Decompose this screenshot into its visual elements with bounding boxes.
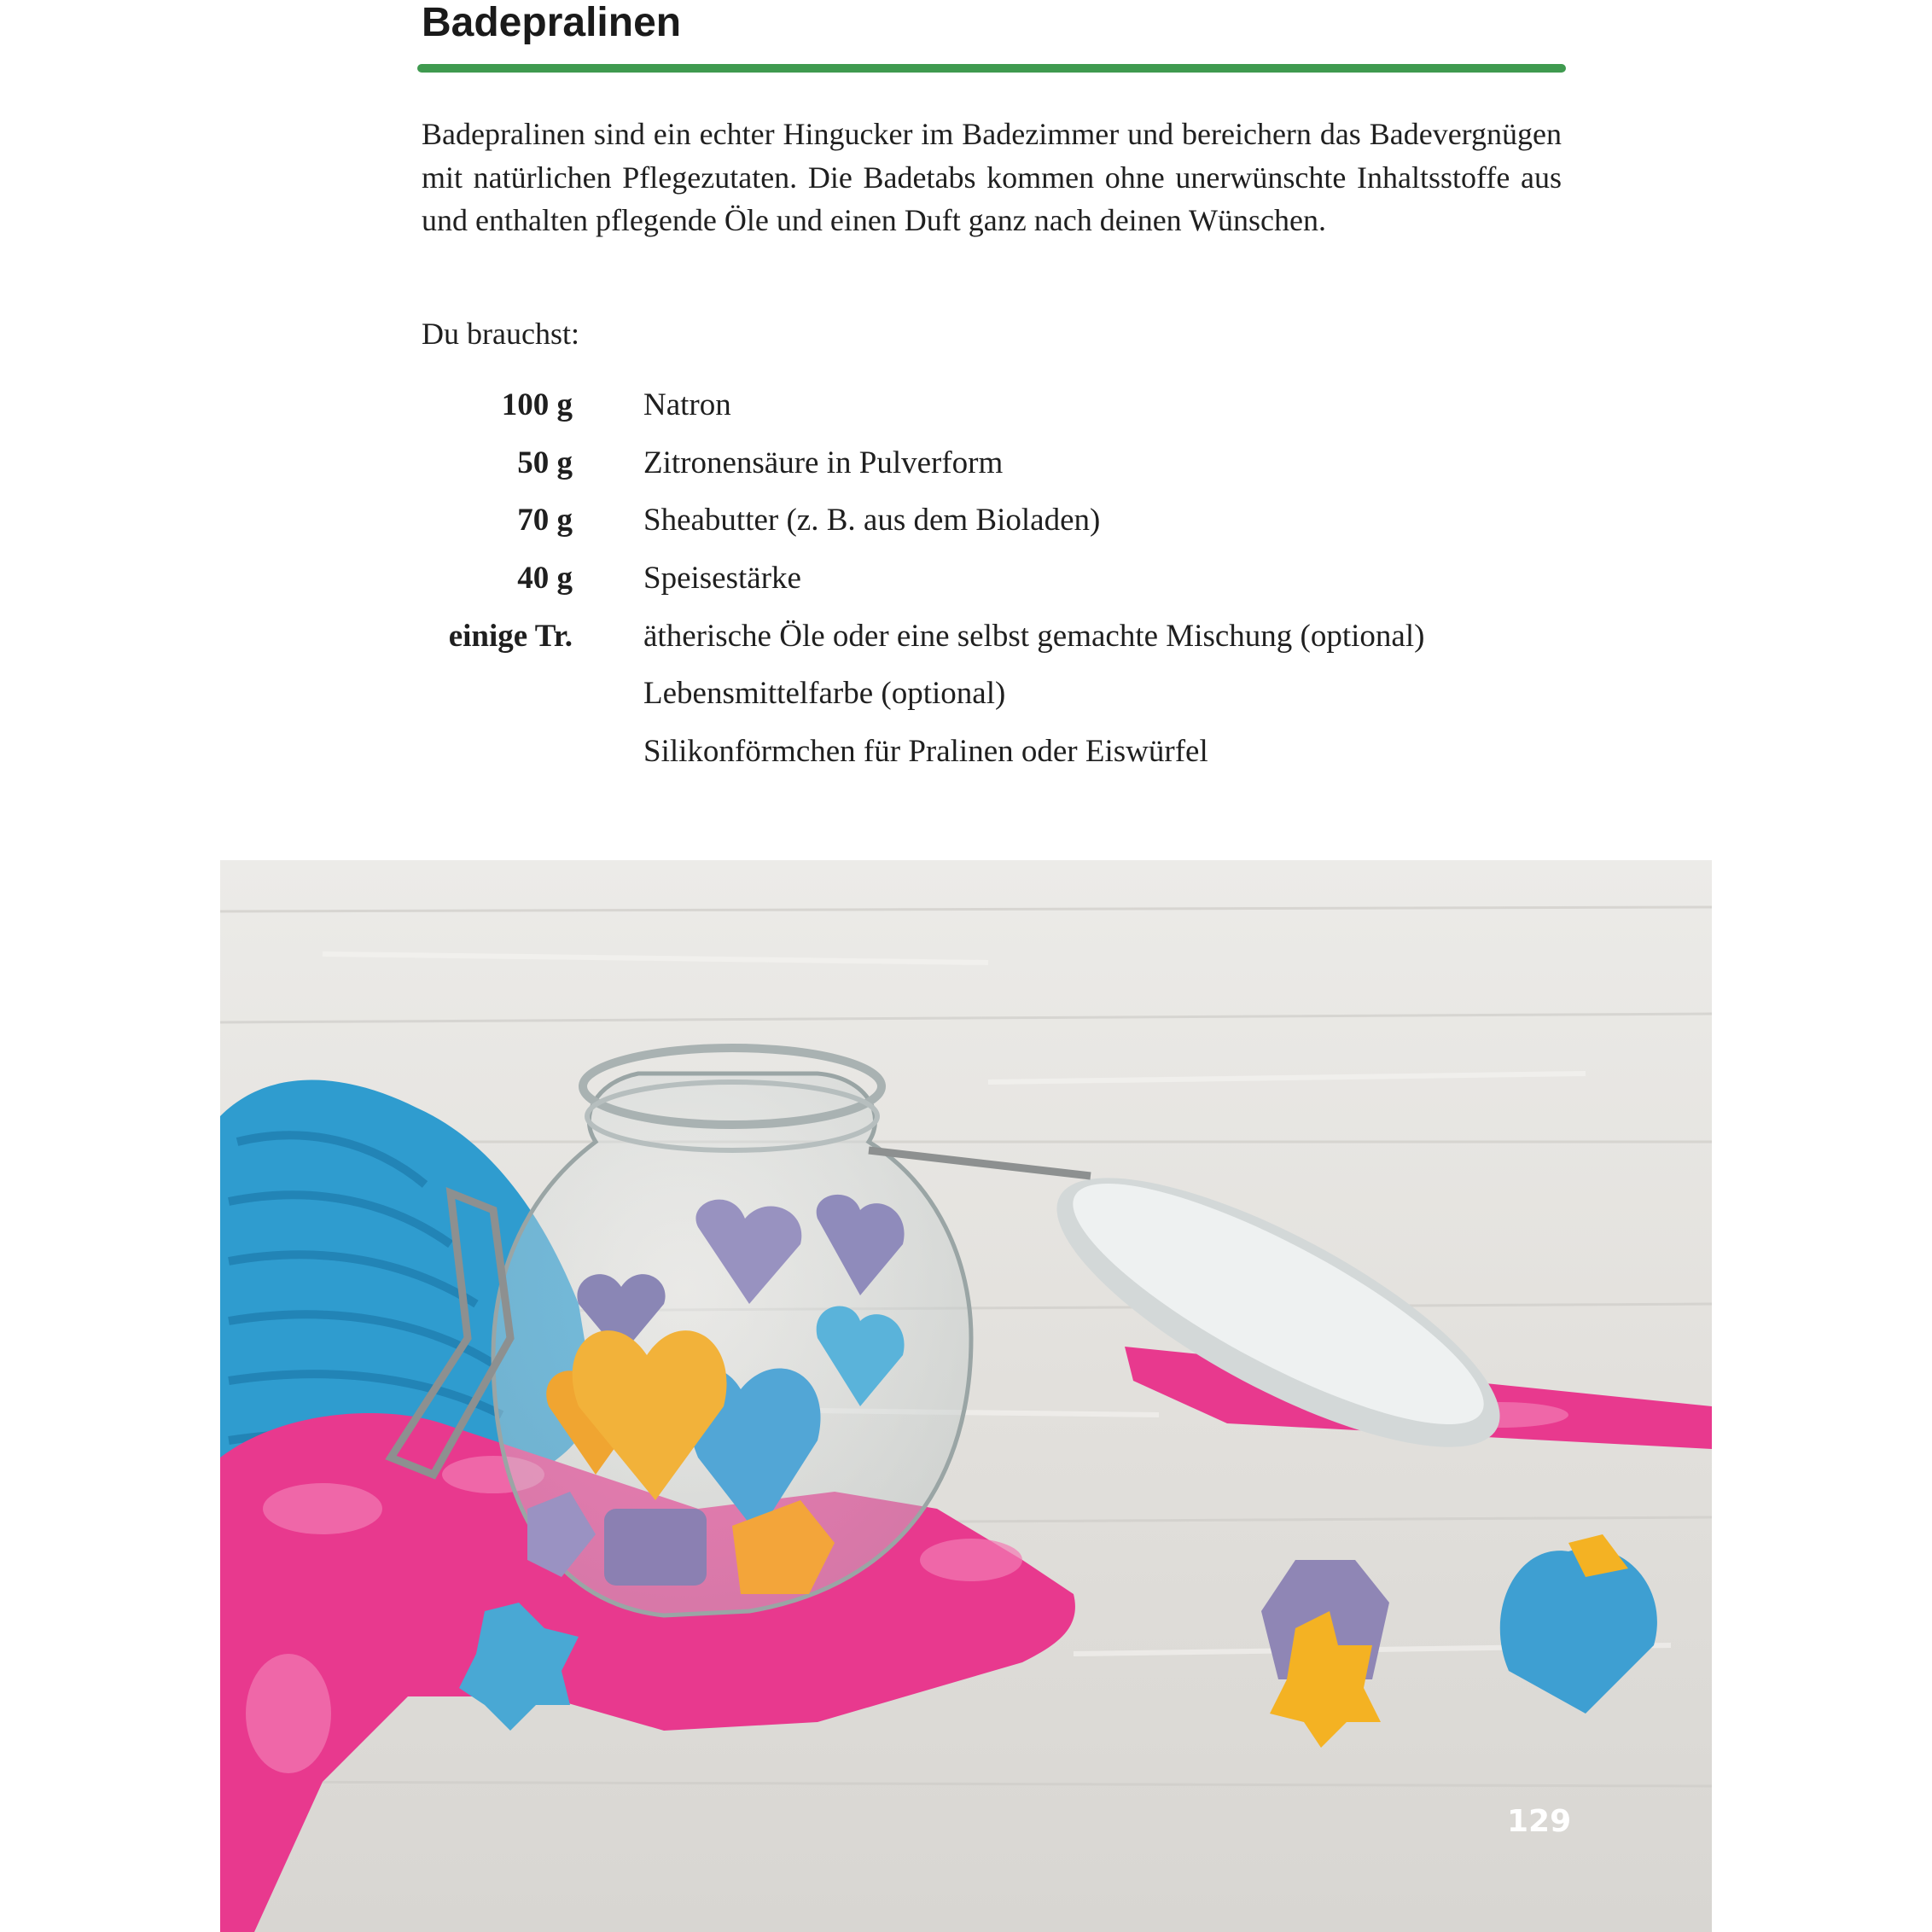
ingredient-name: ätherische Öle oder eine selbst gemachte Mischung (optional): [643, 618, 1425, 654]
ingredient-name: Natron: [643, 387, 731, 422]
ingredient-name: Sheabutter (z. B. aus dem Bioladen): [643, 503, 1101, 538]
page-title: Badepralinen: [422, 0, 682, 45]
ingredient-name: Speisestärke: [643, 561, 801, 596]
ingredient-name: Zitronensäure in Pulverform: [643, 445, 1004, 480]
ingredient-quantity: 50 g: [517, 445, 573, 480]
ingredient-name: Lebensmittelfarbe (optional): [643, 676, 1006, 712]
ingredient-row: [422, 441, 1616, 499]
ingredient-row: [422, 730, 1616, 788]
ingredient-row: [422, 614, 1616, 672]
ingredient-quantity: 40 g: [517, 561, 573, 596]
title-rule: [417, 64, 1566, 73]
ingredient-quantity: 70 g: [517, 503, 573, 538]
ingredient-quantity: einige Tr.: [448, 618, 573, 654]
ingredients-heading: Du brauchst:: [422, 317, 579, 351]
ingredient-row: [422, 383, 1616, 441]
ingredient-row: [422, 556, 1616, 614]
ingredient-name: Silikonförmchen für Pralinen oder Eiswürfel: [643, 734, 1208, 770]
ingredient-row: [422, 498, 1616, 556]
intro-paragraph: Badepralinen sind ein echter Hingucker im Badezimmer und bereichern das Badevergnügen mit natürlichen Pflegezutaten. Die Badetabs kommen ohne unerwünschte Inhaltsstoffe aus und enthalten pflegende Öle und einen Duft ganz nach deinen Wünschen.: [422, 117, 1562, 237]
ingredients-list: [422, 383, 1616, 788]
page-number: 129: [1507, 1804, 1572, 1839]
product-photo: [220, 860, 1712, 1932]
ingredient-quantity: 100 g: [501, 387, 573, 422]
ingredient-row: [422, 672, 1616, 730]
